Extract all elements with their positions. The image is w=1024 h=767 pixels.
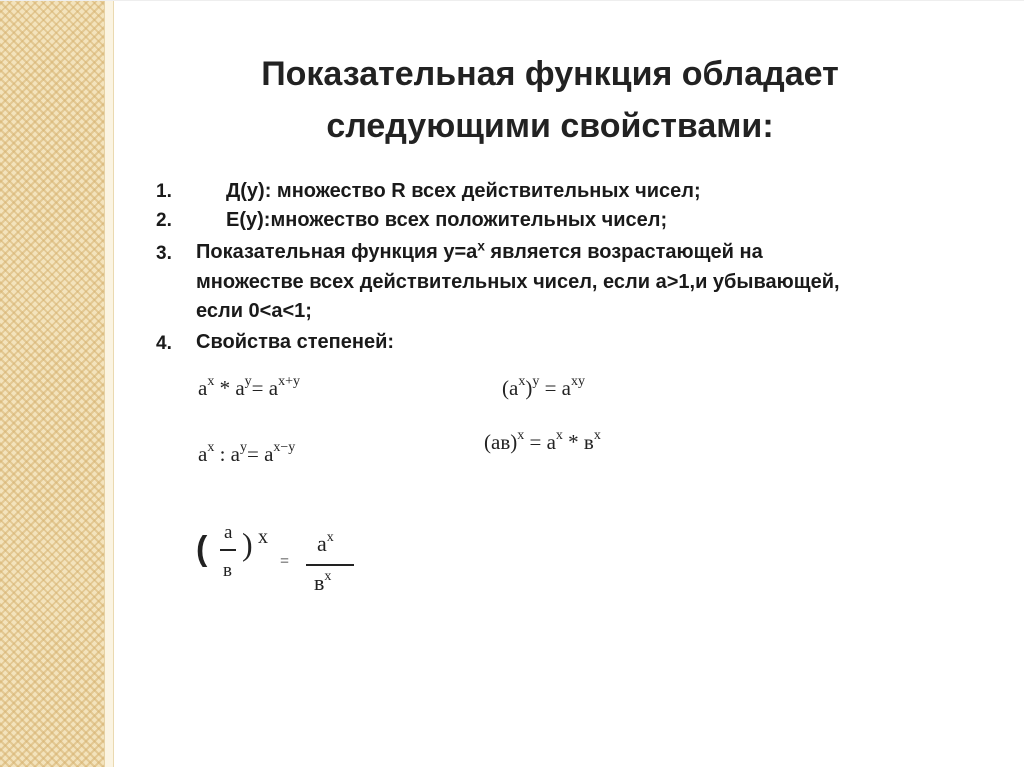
formula-power-rule [502, 374, 585, 401]
f3-eq: = а [539, 376, 571, 400]
f3-exp-y: y [532, 374, 540, 389]
slide-top-edge [0, 0, 1024, 1]
list-item-3-line-3: если 0<а<1; [196, 300, 312, 322]
formula-product-rule [198, 374, 300, 401]
f4-exp-x3: x [593, 428, 601, 443]
f1-eq: = а [251, 376, 279, 400]
f5-fraction-bar [220, 549, 236, 551]
list-item-4: Свойства степеней: [196, 331, 395, 353]
formula-product-power-rule [484, 428, 601, 455]
f5-numerator: а [224, 522, 233, 543]
list-item-2: Е(у):множество всех положительных чисел; [226, 209, 668, 231]
list-number-3: 3. [156, 243, 172, 264]
list-item-3-line-1 [196, 238, 763, 264]
f5-right-numerator [317, 530, 334, 557]
f5-rden-base: в [314, 570, 325, 595]
list-item-3-text-a: Показательная функция у=а [196, 241, 478, 263]
list-item-1-set-r: R [391, 180, 406, 202]
f5-right-paren: ) [242, 526, 253, 562]
f4-open: (ав) [484, 430, 518, 454]
list-item-1-text-c: всех действительных чисел; [405, 180, 701, 202]
slide-title [200, 48, 900, 152]
f2-exp-y: y [239, 440, 247, 455]
list-number-4: 4. [156, 333, 172, 354]
f1-base: а [198, 376, 208, 400]
f5-rnum-base: а [317, 531, 327, 556]
f2-exp-x: x [207, 440, 215, 455]
f2-base: а [198, 442, 208, 466]
f3-open: (а [502, 376, 519, 400]
f2-div: : а [214, 442, 240, 466]
list-item-3-line-2: множестве всех действительных чисел, если а>1,и убывающей, [196, 271, 840, 293]
f5-right-denominator [314, 569, 331, 596]
f3-exp-x: x [518, 374, 526, 389]
list-item-3-text-b: является возрастающей на [484, 241, 763, 263]
title-line-1: Показательная функция обладает [261, 55, 839, 93]
f5-rden-exp: x [324, 569, 332, 584]
f4-exp-x: x [517, 428, 525, 443]
f2-exp-res: x−y [273, 440, 296, 455]
formula-quotient-rule [198, 440, 295, 467]
f1-mul: * а [214, 376, 245, 400]
f3-close: ) [525, 376, 533, 400]
f5-rnum-exp: x [326, 530, 334, 545]
f4-eq: = а [524, 430, 556, 454]
list-item-3-exponent: х [477, 238, 485, 254]
list-number-1: 1. [156, 181, 172, 202]
f5-left-paren: ( [196, 530, 208, 568]
list-number-2: 2. [156, 210, 172, 231]
f5-right-fraction-bar [306, 564, 354, 566]
list-item-1-text-a: Д(у): множество [226, 180, 392, 202]
f1-exp-x: x [207, 374, 215, 389]
side-decor-pattern [0, 0, 104, 767]
f5-denominator: в [223, 560, 232, 581]
f3-exp-res: xy [571, 374, 585, 389]
side-decor-stripe [104, 0, 114, 767]
f2-eq: = а [246, 442, 274, 466]
title-line-2: следующими свойствами: [326, 107, 774, 145]
f5-equals: = [280, 553, 290, 570]
f1-exp-y: y [244, 374, 252, 389]
f4-mul: * в [562, 430, 594, 454]
f5-exponent: x [258, 526, 268, 548]
f4-exp-x2: x [555, 428, 563, 443]
f1-exp-res: x+y [278, 374, 300, 389]
list-item-1 [226, 180, 701, 203]
